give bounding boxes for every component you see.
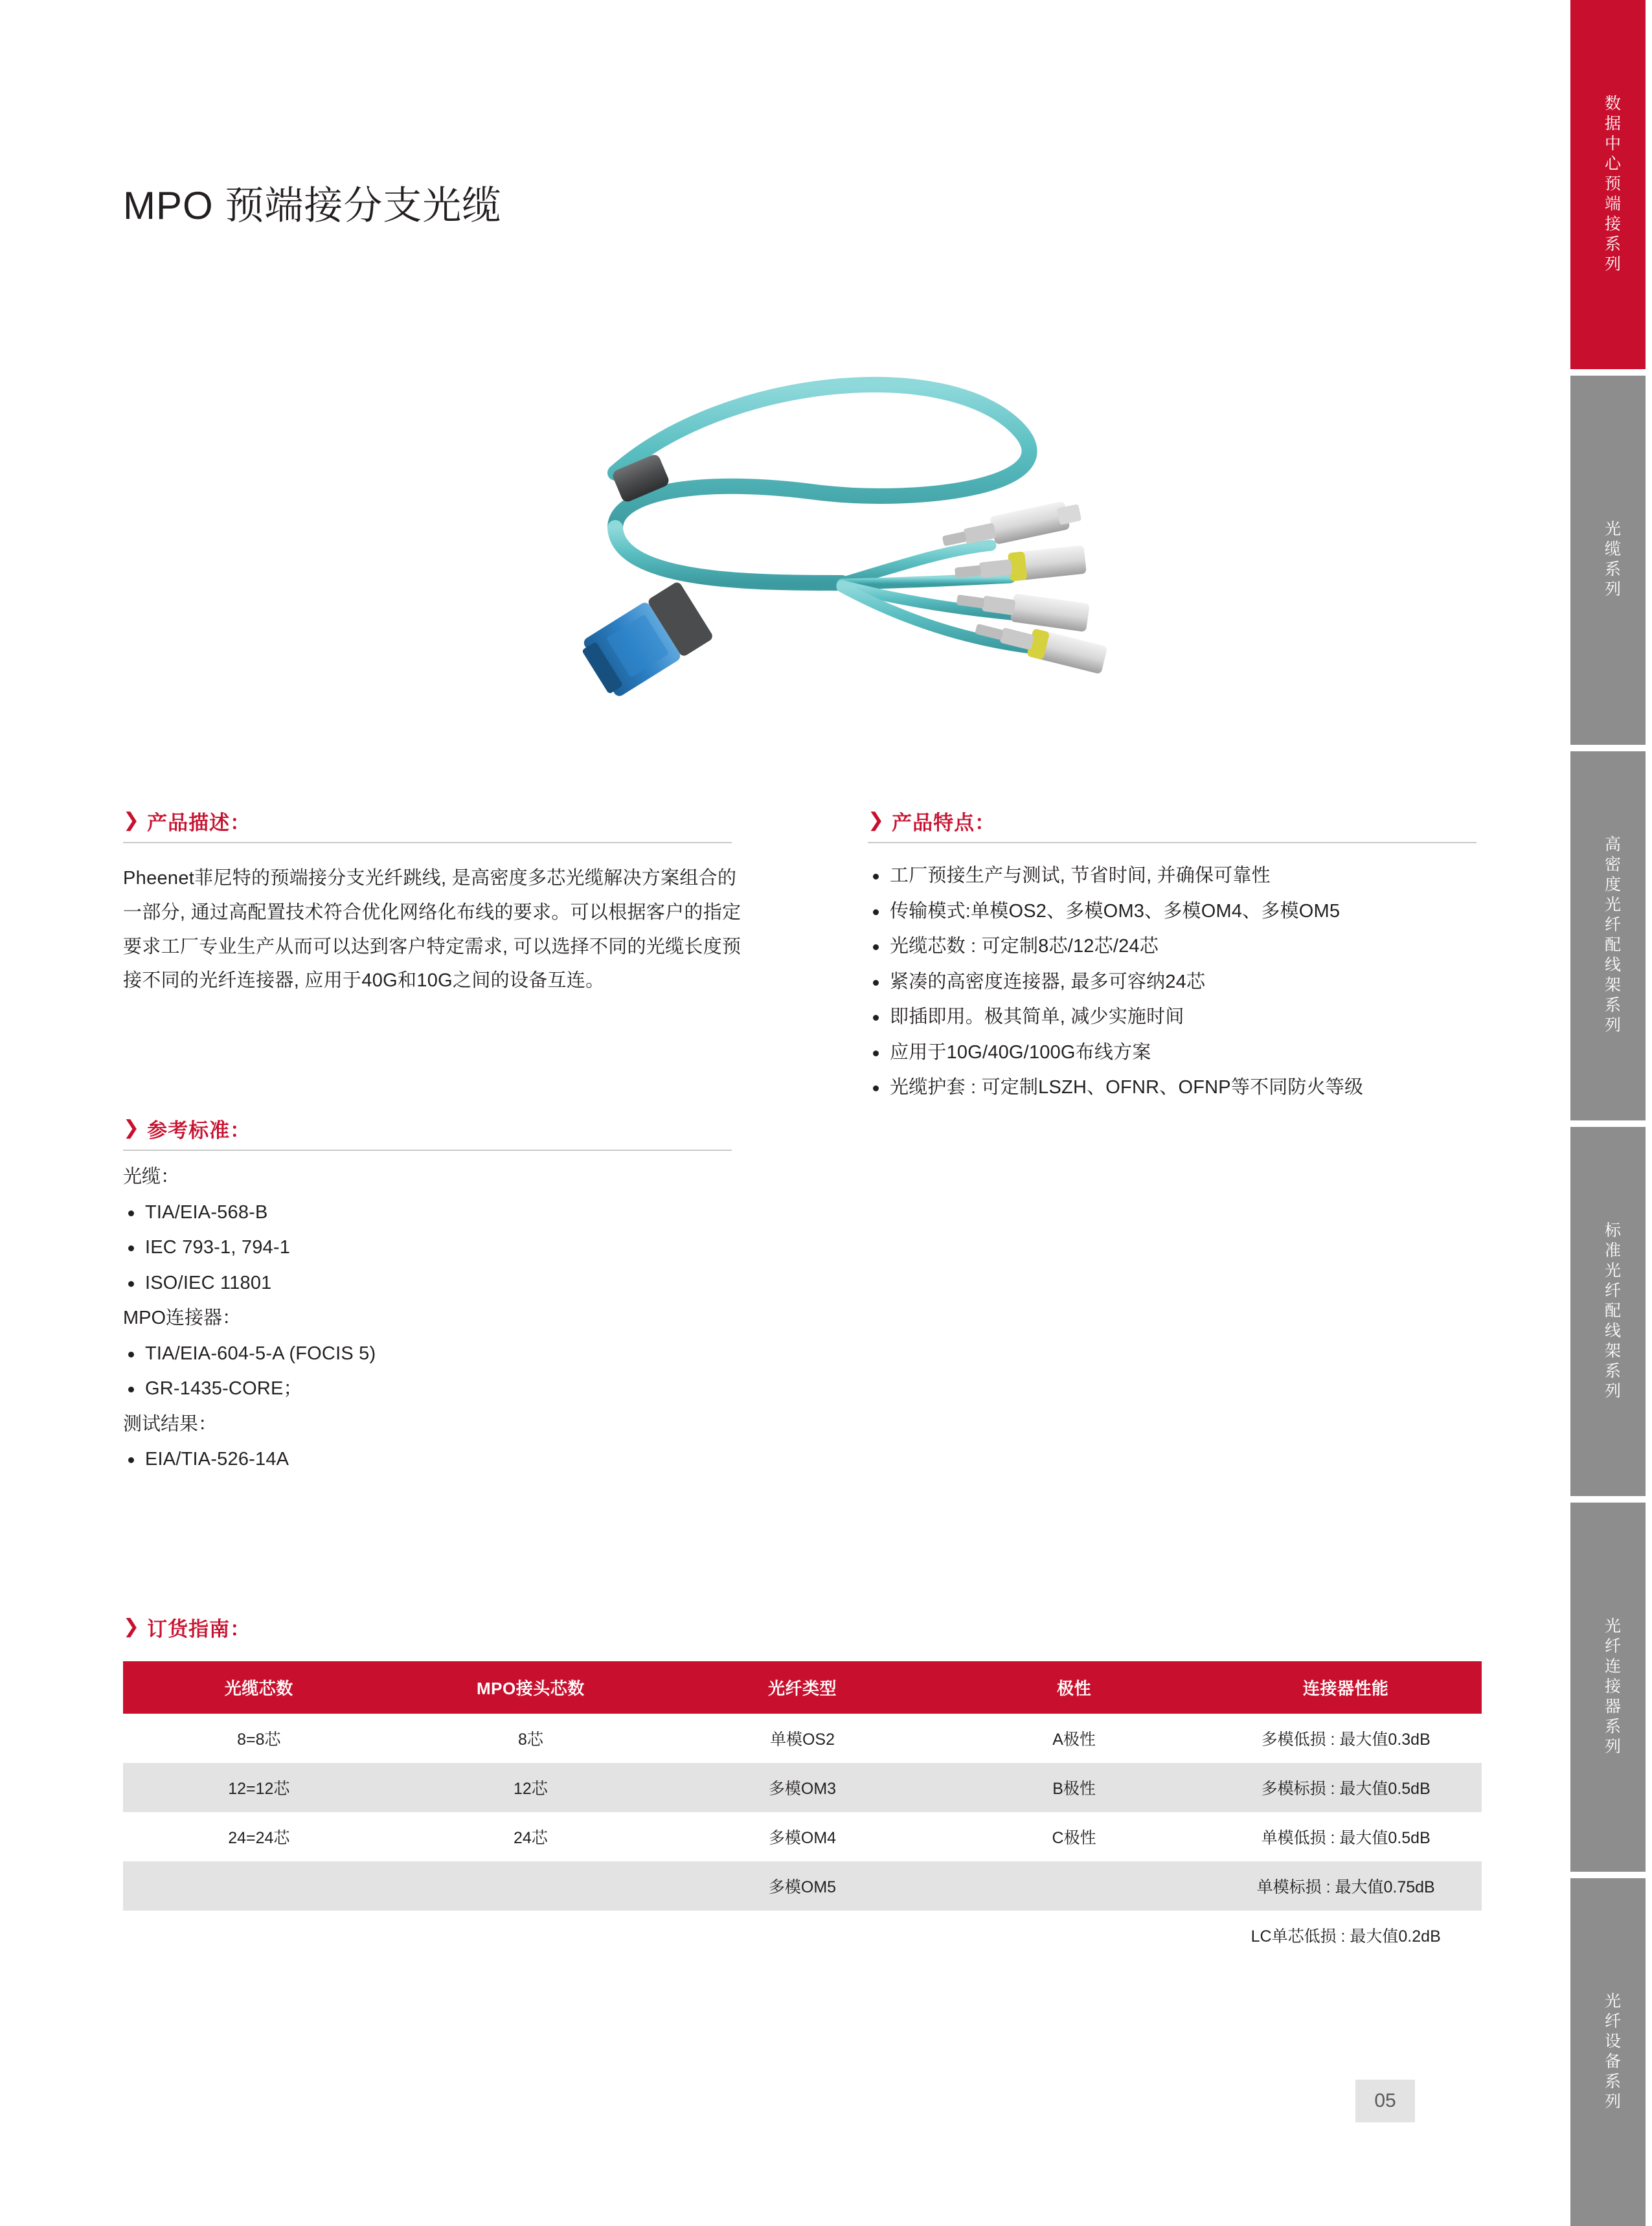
sidebar-item-label: 光纤设备系列 (1602, 1992, 1621, 2113)
page-title: MPO 预端接分支光缆 (123, 184, 502, 227)
table-cell: 单模标损 : 最大值0.75dB (1210, 1861, 1482, 1911)
list-item: 即插即用。极其简单, 减少实施时间 (868, 999, 1515, 1035)
order-guide-table-wrap (123, 1661, 1482, 1960)
sidebar-item-high-density-odf[interactable] (1570, 751, 1652, 1120)
product-image (453, 278, 1230, 751)
sidebar-item-connector[interactable] (1570, 1503, 1652, 1872)
table-row (123, 1763, 1482, 1812)
list-item: 光缆芯数 : 可定制8芯/12芯/24芯 (868, 929, 1515, 964)
table-cell (395, 1861, 667, 1911)
list-item: ISO/IEC 11801 (123, 1266, 771, 1301)
table-row (123, 1861, 1482, 1911)
list-item: EIA/TIA-526-14A (123, 1442, 771, 1477)
table-cell: 多模OM3 (666, 1763, 938, 1812)
features-rule (868, 842, 1477, 843)
table-cell: 多模OM5 (666, 1861, 938, 1911)
order-guide-table (123, 1661, 1482, 1960)
chevron-right-icon: ❯ (123, 1117, 140, 1139)
table-cell: A极性 (938, 1714, 1210, 1763)
standards-rule (123, 1150, 732, 1151)
table-cell: 多模标损 : 最大值0.5dB (1210, 1763, 1482, 1812)
table-row (123, 1714, 1482, 1763)
side-tab-rail (1570, 0, 1652, 2226)
table-cell: 多模低损 : 最大值0.3dB (1210, 1714, 1482, 1763)
table-cell: 24=24芯 (123, 1812, 395, 1861)
column-header: 光缆芯数 (123, 1661, 395, 1714)
table-cell (938, 1861, 1210, 1911)
table-row (123, 1812, 1482, 1861)
chevron-right-icon: ❯ (123, 809, 140, 831)
table-cell (123, 1911, 395, 1960)
standards-test-list (123, 1442, 771, 1477)
chevron-right-icon: ❯ (868, 809, 885, 831)
table-cell: 8芯 (395, 1714, 667, 1763)
table-cell: 8=8芯 (123, 1714, 395, 1763)
column-header: MPO接头芯数 (395, 1661, 667, 1714)
column-header: 连接器性能 (1210, 1661, 1482, 1714)
table-header-row (123, 1661, 1482, 1714)
standards-group-label: MPO连接器： (123, 1308, 242, 1329)
sidebar-item-label: 标准光纤配线架系列 (1602, 1221, 1621, 1402)
chevron-right-icon: ❯ (123, 1615, 140, 1637)
list-item: GR-1435-CORE； (123, 1371, 771, 1407)
table-cell (123, 1861, 395, 1911)
page-number: 05 (1355, 2080, 1415, 2122)
list-item: 应用于10G/40G/100G布线方案 (868, 1035, 1515, 1071)
description-text: Pheenet菲尼特的预端接分支光纤跳线, 是高密度多芯光缆解决方案组合的一部分, 通过高配置技术符合优化网络化布线的要求。可以根据客户的指定要求工厂专业生产从而可以达到客户特定需求, 可以选择不同的光缆长度预接不同的光纤连接器, 应用于40G和10G之间的设备互连。 (123, 868, 741, 992)
fiber-cable-illustration (453, 278, 1230, 751)
table-cell (938, 1911, 1210, 1960)
description-heading: ❯ 产品描述： (123, 809, 251, 834)
table-cell (395, 1911, 667, 1960)
standards-group-label: 测试结果： (123, 1413, 218, 1435)
description-rule (123, 842, 732, 843)
table-cell: 单模OS2 (666, 1714, 938, 1763)
list-item: 光缆护套 : 可定制LSZH、OFNR、OFNP等不同防火等级 (868, 1070, 1515, 1106)
sidebar-item-label: 高密度光纤配线架系列 (1602, 835, 1621, 1036)
column-header: 极性 (938, 1661, 1210, 1714)
sidebar-item-standard-odf[interactable] (1570, 1127, 1652, 1496)
table-cell: 24芯 (395, 1812, 667, 1861)
standards-group-label: 光缆： (123, 1166, 180, 1187)
list-item: TIA/EIA-604-5-A (FOCIS 5) (123, 1336, 771, 1372)
order-guide-heading: ❯ 订货指南： (123, 1615, 251, 1641)
rail-edge-divider (1646, 0, 1652, 2226)
table-cell: 12芯 (395, 1763, 667, 1812)
sidebar-item-label: 光缆系列 (1602, 520, 1621, 600)
standards-cable-list (123, 1195, 771, 1301)
sidebar-item-label: 数据中心预端接系列 (1602, 94, 1621, 275)
column-header: 光纤类型 (666, 1661, 938, 1714)
standards-heading: ❯ 参考标准： (123, 1117, 251, 1142)
sidebar-item-cable[interactable] (1570, 376, 1652, 745)
list-item: 紧凑的高密度连接器, 最多可容纳24芯 (868, 964, 1515, 1000)
table-cell: LC单芯低损 : 最大值0.2dB (1210, 1911, 1482, 1960)
list-item: TIA/EIA-568-B (123, 1195, 771, 1231)
table-row (123, 1911, 1482, 1960)
standards-mpo-list (123, 1336, 771, 1407)
list-item: 工厂预接生产与测试, 节省时间, 并确保可靠性 (868, 858, 1515, 894)
list-item: 传输模式:单模OS2、多模OM3、多模OM4、多模OM5 (868, 894, 1515, 929)
sidebar-item-equipment[interactable] (1570, 1878, 1652, 2226)
standards-block (123, 1159, 771, 1477)
list-item: IEC 793-1, 794-1 (123, 1230, 771, 1266)
features-list (868, 858, 1515, 1106)
sidebar-item-datacenter[interactable] (1570, 0, 1652, 369)
table-cell: 12=12芯 (123, 1763, 395, 1812)
table-cell: C极性 (938, 1812, 1210, 1861)
sidebar-item-label: 光纤连接器系列 (1602, 1617, 1621, 1758)
table-cell: B极性 (938, 1763, 1210, 1812)
table-cell: 单模低损 : 最大值0.5dB (1210, 1812, 1482, 1861)
table-cell: 多模OM4 (666, 1812, 938, 1861)
table-cell (666, 1911, 938, 1960)
features-heading: ❯ 产品特点： (868, 809, 996, 834)
